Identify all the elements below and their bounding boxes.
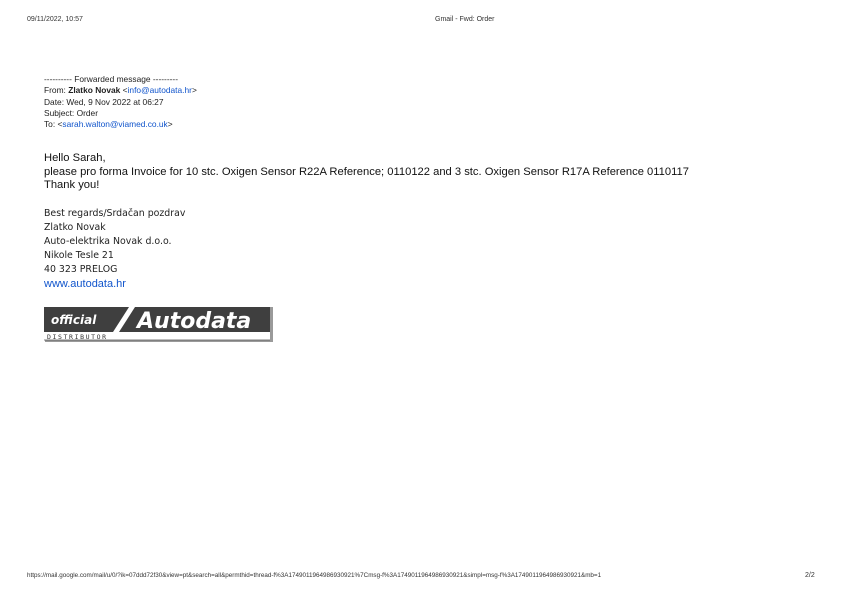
signature-regards: Best regards/Srdačan pozdrav bbox=[44, 208, 186, 219]
print-footer-url: https://mail.google.com/mail/u/0/?ik=07ddd72f30&view=pt&search=all&permthid=thread-f%3A1749011964986930921%7Cmsg-f%3A1749011964986930921&simpl=msg-f%3A1749011964986930921&mb=1 bbox=[27, 572, 602, 579]
date-line: Date: Wed, 9 Nov 2022 at 06:27 bbox=[44, 96, 164, 107]
print-header-title: Gmail - Fwd: Order bbox=[435, 16, 495, 23]
thanks-text: Thank you! bbox=[44, 179, 100, 192]
subject-line: Subject: Order bbox=[44, 107, 98, 118]
to-line: To: <sarah.walton@viamed.co.uk> bbox=[44, 119, 173, 130]
to-label: To: bbox=[44, 119, 58, 130]
sender-name: Zlatko Novak bbox=[68, 85, 121, 96]
logo-official-text: official bbox=[51, 313, 97, 327]
logo-distributor-text: DISTRIBUTOR bbox=[47, 333, 108, 341]
sender-email-link[interactable]: info@autodata.hr bbox=[127, 85, 192, 96]
recipient-email-link[interactable]: sarah.walton@viamed.co.uk bbox=[62, 119, 168, 130]
signature-city: 40 323 PRELOG bbox=[44, 264, 118, 276]
order-request-text: please pro forma Invoice for 10 stc. Oxigen Sensor R22A Reference; 0110122 and 3 stc. Oxigen Sensor R17A Reference 0110117 bbox=[44, 165, 689, 178]
autodata-official-distributor-logo bbox=[43, 306, 273, 342]
print-footer-page-number: 2/2 bbox=[805, 572, 815, 579]
forwarded-message-header bbox=[44, 74, 197, 130]
print-header-datetime: 09/11/2022, 10:57 bbox=[27, 16, 83, 23]
website-link[interactable]: www.autodata.hr bbox=[44, 278, 126, 291]
from-line: From: Zlatko Novak <info@autodata.hr> bbox=[44, 85, 197, 96]
message-body bbox=[44, 152, 689, 193]
greeting: Hello Sarah, bbox=[44, 152, 106, 164]
signature-street: Nikole Tesle 21 bbox=[44, 250, 114, 262]
logo-brand-text: Autodata bbox=[137, 309, 252, 334]
signature-company: Auto-elektrika Novak d.o.o. bbox=[44, 236, 172, 248]
from-label: From: bbox=[44, 85, 69, 96]
signature-name: Zlatko Novak bbox=[44, 222, 106, 234]
forward-separator: ---------- Forwarded message --------- bbox=[44, 74, 178, 84]
signature bbox=[44, 207, 185, 292]
